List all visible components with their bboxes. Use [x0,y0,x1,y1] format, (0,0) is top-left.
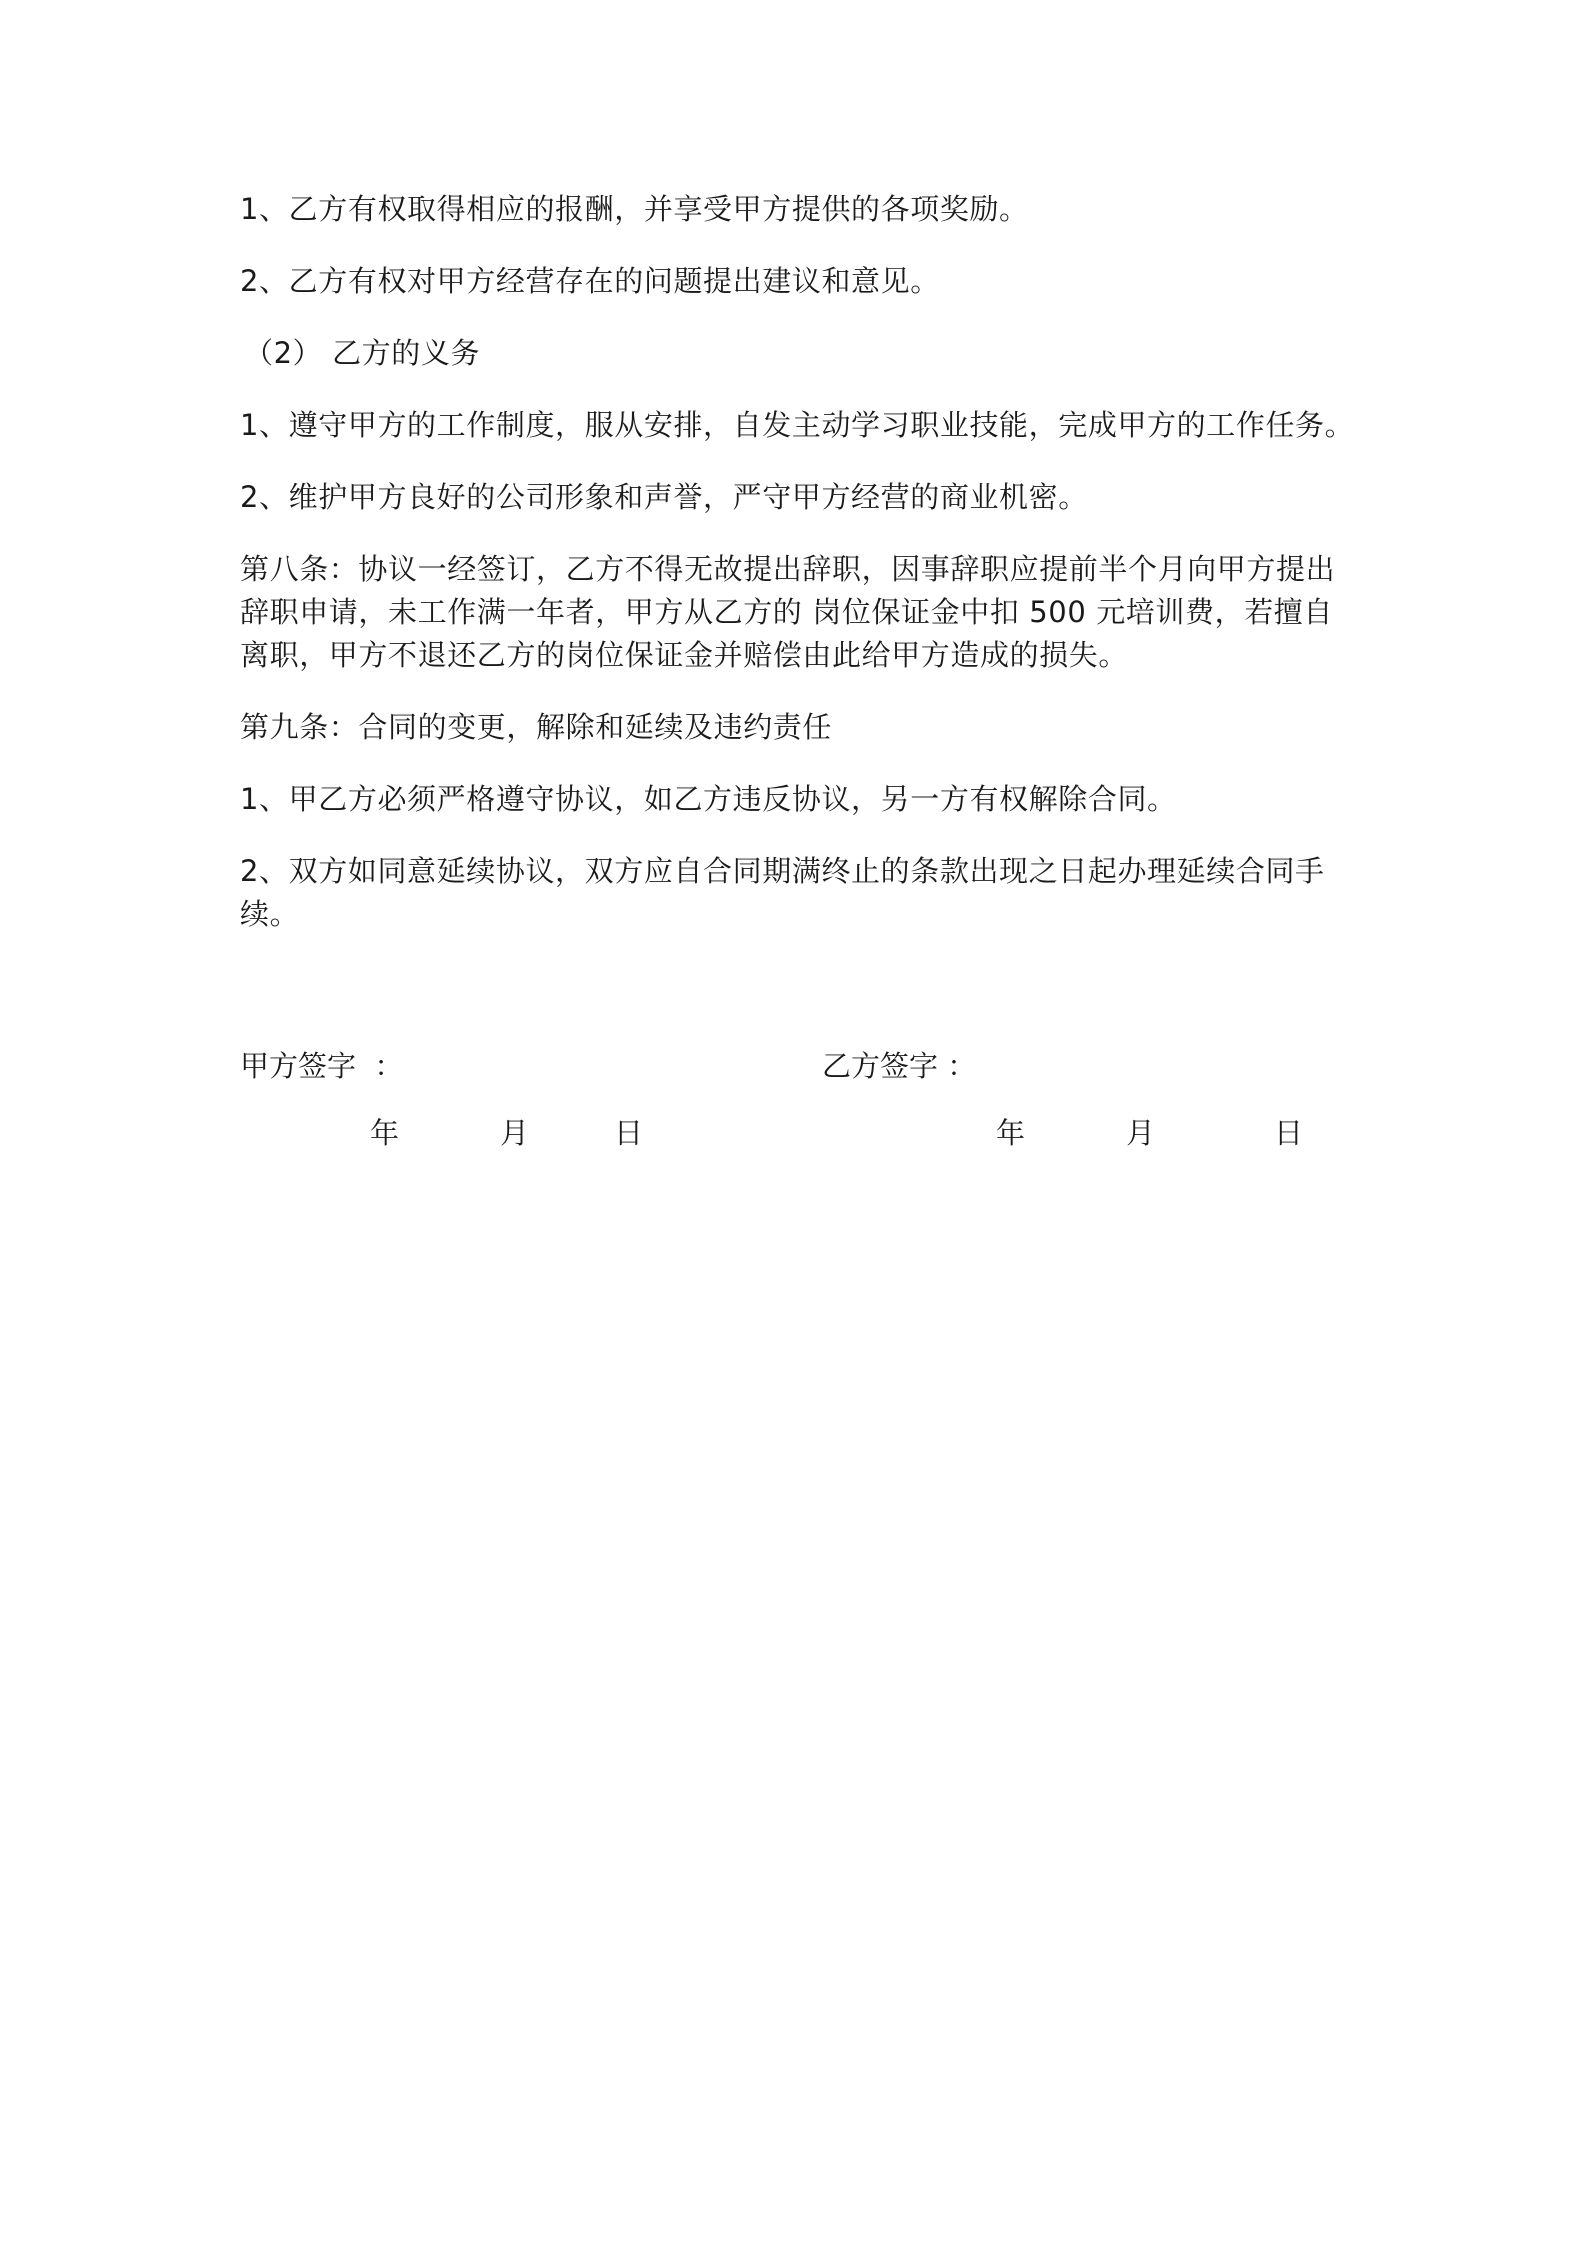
signature-row [240,1045,1360,1089]
section-heading-obligations: （2） 乙方的义务 [244,336,481,370]
date-row [240,1112,1360,1156]
article-nine-heading: 第九条：合同的变更，解除和延续及违约责任 [240,710,833,744]
paragraph-obligation-1: 1、遵守甲方的工作制度，服从安排，自发主动学习职业技能，完成甲方的工作任务。 [240,408,1355,442]
party-b-date-day: 日 [1274,1116,1304,1150]
document-body [240,188,1360,965]
paragraph-obligation-2: 2、维护甲方良好的公司形象和声誉，严守甲方经营的商业机密。 [240,480,1088,514]
paragraph-right-1: 1、乙方有权取得相应的报酬，并享受甲方提供的各项奖励。 [240,192,1029,226]
party-b-date-year: 年 [996,1116,1026,1150]
party-a-date-year: 年 [370,1116,400,1150]
party-a-date-day: 日 [614,1116,644,1150]
party-a-date-month: 月 [500,1116,530,1150]
article-eight: 第八条：协议一经签订，乙方不得无故提出辞职，因事辞职应提前半个月向甲方提出辞职申请，未工作满一年者，甲方从乙方的 岗位保证金中扣 500 元培训费，若擅自离职，甲方不退还乙方的岗位保证金并赔偿由此给甲方造成的损失。 [240,552,1336,672]
article-nine-item-2: 2、双方如同意延续协议，双方应自合同期满终止的条款出现之日起办理延续合同手续。 [240,854,1325,931]
paragraph-right-2: 2、乙方有权对甲方经营存在的问题提出建议和意见。 [240,264,940,298]
party-b-date-month: 月 [1126,1116,1156,1150]
party-a-signature-label: 甲方签字 ： [240,1049,404,1083]
party-b-signature-label: 乙方签字 ： [822,1049,977,1083]
article-nine-item-1: 1、甲乙方必须严格遵守协议，如乙方违反协议，另一方有权解除合同。 [240,782,1177,816]
